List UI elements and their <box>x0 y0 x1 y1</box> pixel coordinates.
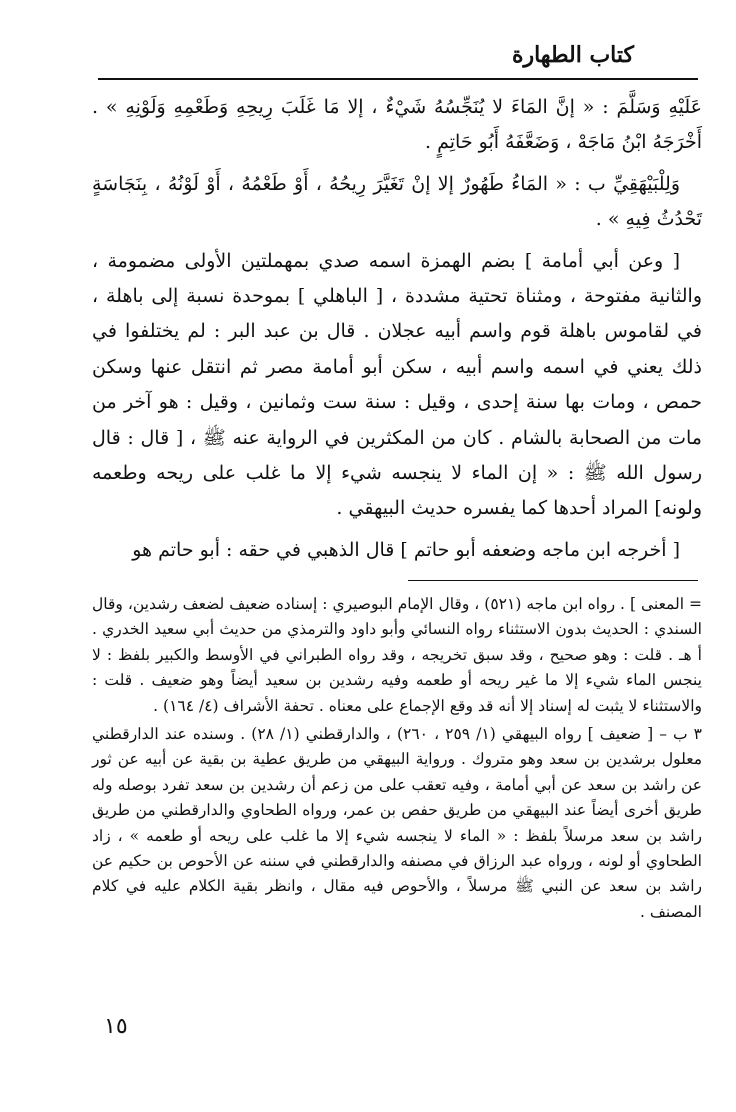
main-paragraph: [ وعن أبي أمامة ] بضم الهمزة اسمه صدي بمهملتين الأولى مضمومة ، والثانية مفتوحة ، ومثناة تحتية مشددة ، [ الباهلي ] بموحدة نسبة إلى باهلة ، في لقاموس باهلة قوم واسم أبيه عجلان . قال بن عبد البر : لم يختلفوا في ذلك يعني في اسمه واسم أبيه ، سكن أبو أمامة مصر ثم انتقل عنها وسكن حمص ، ومات بها سنة إحدى ، وقيل : سنة ست وثمانين ، وقيل : هو آخر من مات من الصحابة بالشام . كان من المكثرين في الرواية عنه ﷺ ، [ قال : قال رسول الله ﷺ : « إن الماء لا ينجسه شيء إلا ما غلب على ريحه وطعمه ولونه] المراد أحدها كما يفسره حديث البيهقي . <box>92 249 702 520</box>
main-paragraph: وَلِلْبَيْهَقِيِّ ب : « المَاءُ طَهُورٌ إلا إنْ تَغَيَّرَ رِيحُهُ ، أَوْ طَعْمُهُ ، أَوْ لَوْنُهُ ، بِنَجَاسَةٍ تَحْدُثُ فِيهِ » . <box>92 172 702 231</box>
main-paragraph: عَلَيْهِ وَسَلَّمَ : « إنَّ المَاءَ لا يُنَجِّسُهُ شَيْءٌ ، إلا مَا غَلَبَ رِيحِهِ وَطَعْمِهِ وَلَوْنِهِ » . أَخْرَجَهُ ابْنُ مَاجَهْ ، وَضَعَّفَهُ أَبُو حَاتِمٍ . <box>92 96 702 154</box>
main-paragraph: [ أخرجه ابن ماجه وضعفه أبو حاتم ] قال الذهبي في حقه : أبو حاتم هو <box>132 538 680 561</box>
header-divider <box>98 78 698 80</box>
main-text <box>92 90 702 568</box>
page-number: ١٥ <box>104 1014 128 1039</box>
footnote: = المعنى ] . رواه ابن ماجه (٥٢١) ، وقال الإمام البوصيري : إسناده ضعيف لضعف رشدين، وقال السندي : الحديث بدون الاستثناء رواه النسائي وأبو داود والترمذي من حديث أبي سعيد الخدري . أ هـ . قلت : وهو صحيح ، وقد سبق تخريجه ، وقد رواه الطبراني في الأوسط والكبير بلفظ : لا ينجس الماء شيء إلا ما غير ريحه أو طعمه وفيه رشدين بن سعيد أيضاً وهو ضعيف . قلت : والاستثناء لا يثبت له إسناد إلا أنه قد وقع الإجماع على معناه . تحفة الأشراف (٤/ ١٦٤) . <box>92 595 703 715</box>
footnote-divider <box>408 580 698 581</box>
footnotes <box>92 592 702 925</box>
footnote: ٣ ب – [ ضعيف ] رواه البيهقي (١/ ٢٥٩ ، ٢٦٠) ، والدارقطني (١/ ٢٨) . وسنده عند الدارقطني معلول برشدين بن سعد وهو متروك . ورواية البيهقي من طريق عطية بن بقية عن أبيه عن ثور عن راشد بن سعد عن أبي أمامة ، وفيه تعقب على من زعم أن رشدين بن سعد تفرد بوصله وله طريق أخرى أيضاً عند البيهقي من طريق حفص بن عمر، ورواه الطحاوي والدارقطني من طريق راشد بن سعد مرسلاً بلفظ : « الماء لا ينجسه شيء إلا ما غلب على ريحه أو طعمه » ، زاد الطحاوي أو لونه ، ورواه عبد الرزاق في مصنفه والدارقطني في سننه عن الأحوص بن حكيم عن راشد بن سعد عن النبي ﷺ مرسلاً ، والأحوص فيه مقال ، وانظر بقية الكلام عليه في كلام المصنف . <box>92 725 702 921</box>
running-header-title: كتاب الطهارة <box>511 42 634 68</box>
